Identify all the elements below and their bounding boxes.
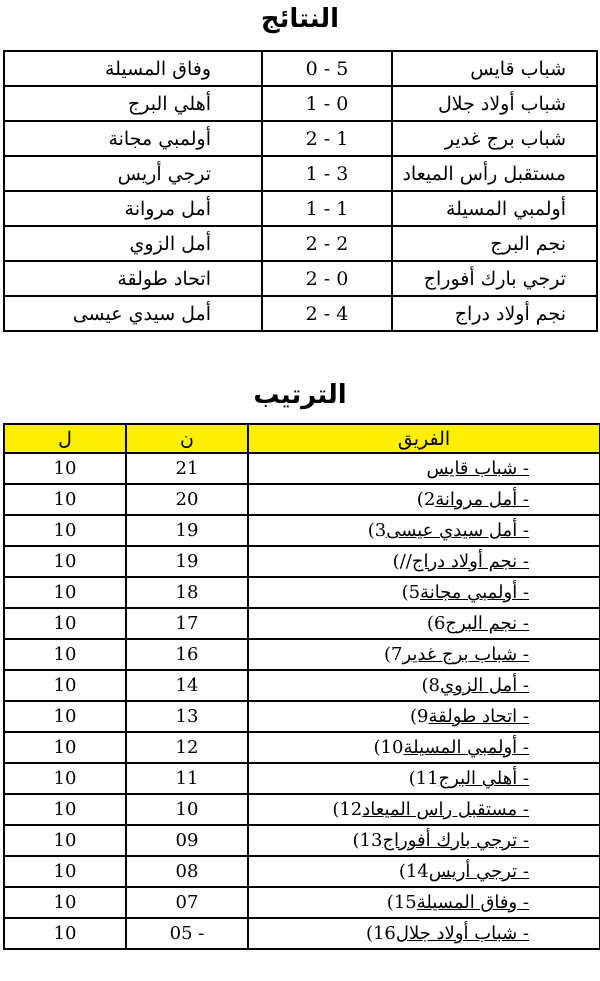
table-row — [4, 608, 600, 639]
away-team: أمل الزوي — [4, 226, 262, 261]
team-rank: 11) — [408, 768, 439, 789]
match-score: 1 - 1 — [262, 191, 392, 226]
home-team: نجم البرج — [392, 226, 597, 261]
team-rank: 3) — [367, 520, 387, 541]
points-cell: 16 — [126, 639, 248, 670]
played-cell: 10 — [4, 608, 126, 639]
table-row — [4, 670, 600, 701]
points-cell: 18 — [126, 577, 248, 608]
standings-title: الترتيب — [253, 380, 347, 410]
played-cell: 10 — [4, 918, 126, 949]
team-name: - نجم أولاد دراج — [411, 551, 529, 572]
match-row — [4, 121, 597, 156]
table-row — [4, 453, 600, 484]
table-row — [4, 825, 600, 856]
team-cell — [248, 515, 600, 546]
team-cell — [248, 825, 600, 856]
match-score: 1 - 3 — [262, 156, 392, 191]
match-score: 2 - 4 — [262, 296, 392, 331]
team-name: - شباب قايس — [426, 458, 529, 479]
team-rank: 8) — [421, 675, 440, 696]
played-cell: 10 — [4, 794, 126, 825]
table-row — [4, 732, 600, 763]
team-cell — [248, 701, 600, 732]
played-cell: 10 — [4, 515, 126, 546]
played-cell: 10 — [4, 577, 126, 608]
match-row — [4, 226, 597, 261]
team-rank: 6) — [426, 613, 446, 634]
standings-header-row — [4, 424, 600, 453]
team-name: - نجم البرج — [445, 613, 529, 634]
team-name: - أولمبي المسيلة — [403, 737, 529, 758]
team-name: - مستقبل راس الميعاد — [362, 799, 529, 820]
played-cell: 10 — [4, 639, 126, 670]
away-team: أهلي البرج — [4, 86, 262, 121]
team-name: - وفاق المسيلة — [416, 892, 529, 913]
match-row — [4, 191, 597, 226]
team-column-header: الفريق — [248, 424, 600, 453]
standings-body — [4, 453, 600, 949]
team-cell — [248, 546, 600, 577]
table-row — [4, 856, 600, 887]
results-title: النتائج — [260, 4, 340, 34]
team-cell — [248, 794, 600, 825]
results-table — [3, 50, 598, 332]
away-team: ترجي أريس — [4, 156, 262, 191]
played-cell: 10 — [4, 546, 126, 577]
home-team: ترجي بارك أفوراج — [392, 261, 597, 296]
points-cell: 10 — [126, 794, 248, 825]
played-cell: 10 — [4, 856, 126, 887]
home-team: شباب برج غدير — [392, 121, 597, 156]
away-team: اتحاد طولقة — [4, 261, 262, 296]
team-name: - أهلي البرج — [438, 768, 529, 789]
team-name: - ترجي أريس — [428, 861, 529, 882]
played-cell: 10 — [4, 484, 126, 515]
table-row — [4, 577, 600, 608]
team-rank: 15) — [386, 892, 417, 913]
away-team: أولمبي مجانة — [4, 121, 262, 156]
team-cell — [248, 887, 600, 918]
team-cell — [248, 763, 600, 794]
team-name: - أمل سيدي عيسى — [386, 520, 529, 541]
points-cell: 05 - — [126, 918, 248, 949]
match-row — [4, 296, 597, 331]
team-cell — [248, 608, 600, 639]
team-name: - شباب أولاد جلال — [395, 923, 529, 944]
home-team: شباب أولاد جلال — [392, 86, 597, 121]
match-score: 1 - 0 — [262, 86, 392, 121]
away-team: أمل مروانة — [4, 191, 262, 226]
points-cell: 19 — [126, 515, 248, 546]
team-name: - شباب برج غدير — [402, 644, 529, 665]
team-name: - أمل الزوي — [440, 675, 529, 696]
points-cell: 11 — [126, 763, 248, 794]
home-team: نجم أولاد دراج — [392, 296, 597, 331]
match-row — [4, 51, 597, 86]
table-row — [4, 701, 600, 732]
table-row — [4, 546, 600, 577]
away-team: أمل سيدي عيسى — [4, 296, 262, 331]
table-row — [4, 484, 600, 515]
team-rank: 14) — [398, 861, 429, 882]
match-row — [4, 156, 597, 191]
team-cell — [248, 732, 600, 763]
points-cell: 08 — [126, 856, 248, 887]
team-name: - أمل مروانة — [435, 489, 529, 510]
standings-table — [3, 423, 600, 950]
points-cell: 19 — [126, 546, 248, 577]
points-cell: 21 — [126, 453, 248, 484]
home-team: أولمبي المسيلة — [392, 191, 597, 226]
team-cell — [248, 484, 600, 515]
team-rank: 9) — [409, 706, 429, 727]
results-body — [4, 51, 597, 331]
table-row — [4, 918, 600, 949]
team-rank: 5) — [401, 582, 421, 603]
away-team: وفاق المسيلة — [4, 51, 262, 86]
home-team: شباب قايس — [392, 51, 597, 86]
points-cell: 20 — [126, 484, 248, 515]
table-row — [4, 639, 600, 670]
points-cell: 07 — [126, 887, 248, 918]
played-cell: 10 — [4, 670, 126, 701]
table-row — [4, 515, 600, 546]
played-column-header: ل — [4, 424, 126, 453]
points-cell: 12 — [126, 732, 248, 763]
team-name: - اتحاد طولقة — [428, 706, 529, 727]
match-row — [4, 86, 597, 121]
team-rank: //) — [392, 551, 412, 572]
team-cell — [248, 918, 600, 949]
team-cell — [248, 856, 600, 887]
table-row — [4, 887, 600, 918]
played-cell: 10 — [4, 825, 126, 856]
points-cell: 13 — [126, 701, 248, 732]
match-score: 0 - 5 — [262, 51, 392, 86]
played-cell: 10 — [4, 763, 126, 794]
table-row — [4, 763, 600, 794]
played-cell: 10 — [4, 732, 126, 763]
points-cell: 14 — [126, 670, 248, 701]
team-name: - ترجي بارك أفوراج — [382, 830, 529, 851]
match-score: 2 - 0 — [262, 261, 392, 296]
team-rank: 16) — [365, 923, 396, 944]
team-cell — [248, 453, 600, 484]
team-rank: 7) — [383, 644, 403, 665]
team-rank: 10) — [373, 737, 404, 758]
team-rank: 12) — [332, 799, 363, 820]
points-column-header: ن — [126, 424, 248, 453]
team-rank: 13) — [352, 830, 383, 851]
match-score: 2 - 1 — [262, 121, 392, 156]
points-cell: 17 — [126, 608, 248, 639]
played-cell: 10 — [4, 453, 126, 484]
team-cell — [248, 639, 600, 670]
home-team: مستقبل رأس الميعاد — [392, 156, 597, 191]
match-score: 2 - 2 — [262, 226, 392, 261]
team-rank: 2) — [416, 489, 436, 510]
played-cell: 10 — [4, 887, 126, 918]
team-cell — [248, 670, 600, 701]
table-row — [4, 794, 600, 825]
played-cell: 10 — [4, 701, 126, 732]
team-cell — [248, 577, 600, 608]
match-row — [4, 261, 597, 296]
team-name: - أولمبي مجانة — [420, 582, 529, 603]
points-cell: 09 — [126, 825, 248, 856]
